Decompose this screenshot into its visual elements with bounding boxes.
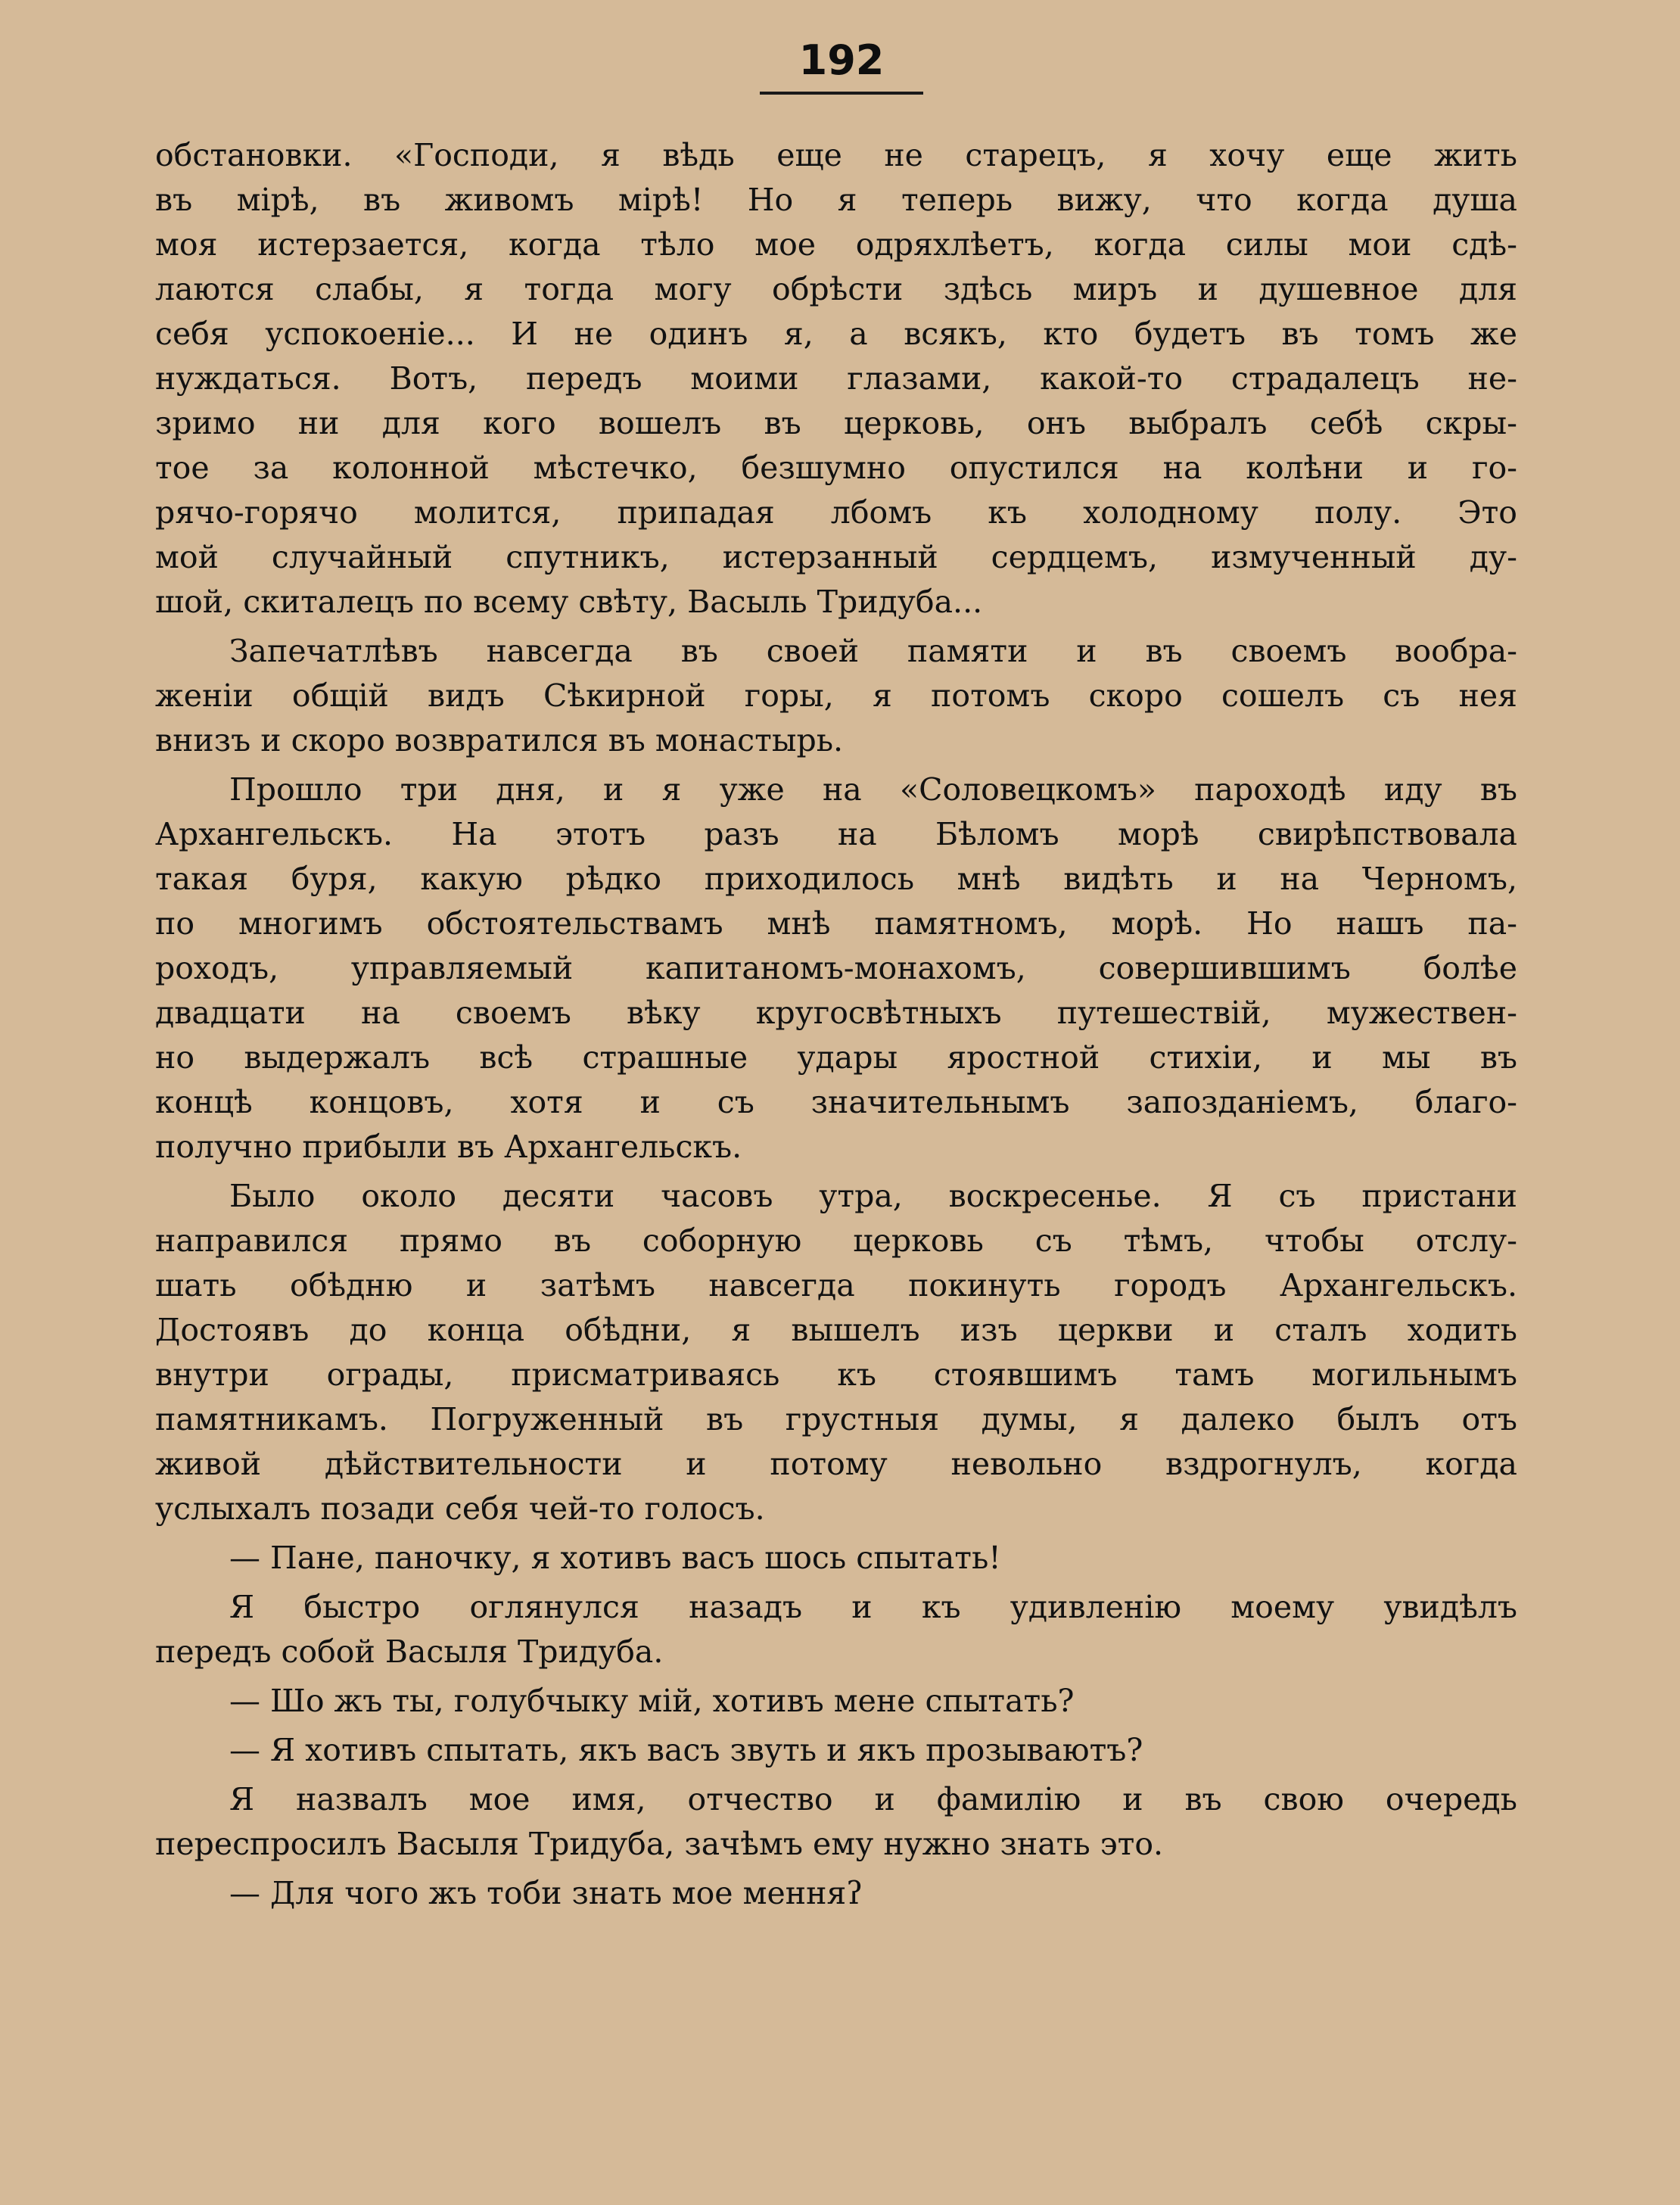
text-line: двадцати на своемъ вѣку кругосвѣтныхъ путешествій, мужествен- xyxy=(155,995,1517,1031)
paragraph xyxy=(155,629,1517,763)
text-line: — Пане, паночку, я хотивъ васъ шось спытать! xyxy=(229,1540,1001,1576)
text-line: по многимъ обстоятельствамъ мнѣ памятномъ, морѣ. Но нашъ па- xyxy=(155,905,1517,942)
paragraph xyxy=(155,1174,1517,1531)
dialogue-line xyxy=(155,1728,1517,1773)
text-line: Я быстро оглянулся назадъ и къ удивленію моему увидѣлъ xyxy=(229,1589,1517,1625)
paragraph xyxy=(155,1585,1517,1674)
page-number: 192 xyxy=(798,36,885,84)
text-line: такая буря, какую рѣдко приходилось мнѣ видѣть и на Черномъ, xyxy=(155,861,1517,897)
text-line: получно прибыли въ Архангельскъ. xyxy=(155,1129,742,1165)
text-line: переспросилъ Васыля Тридуба, зачѣмъ ему нужно знать это. xyxy=(155,1826,1164,1862)
text-line: шать обѣдню и затѣмъ навсегда покинуть городъ Архангельскъ. xyxy=(155,1267,1517,1303)
dialogue-line xyxy=(155,1679,1517,1724)
text-line: живой дѣйствительности и потому невольно вздрогнулъ, когда xyxy=(155,1446,1517,1482)
text-line: Запечатлѣвъ навсегда въ своей памяти и въ своемъ вообра- xyxy=(229,633,1517,669)
text-line: Я назвалъ мое имя, отчество и фамилію и въ свою очередь xyxy=(229,1781,1517,1817)
dialogue-line xyxy=(155,1871,1517,1916)
paragraph xyxy=(155,133,1517,624)
text-line: въ мірѣ, въ живомъ мірѣ! Но я теперь вижу, что когда душа xyxy=(155,182,1517,218)
text-line: памятникамъ. Погруженный въ грустныя думы, я далеко былъ отъ xyxy=(155,1401,1517,1437)
text-line: внутри ограды, присматриваясь къ стоявшимъ тамъ могильнымъ xyxy=(155,1356,1517,1393)
text-line: услыхалъ позади себя чей-то голосъ. xyxy=(155,1490,765,1527)
text-line: мой случайный спутникъ, истерзанный сердцемъ, измученный ду- xyxy=(155,539,1517,575)
text-line: рячо-горячо молится, припадая лбомъ къ холодному полу. Это xyxy=(155,494,1517,531)
text-line: — Я хотивъ спытать, якъ васъ звуть и якъ прозываютъ? xyxy=(229,1732,1143,1768)
text-line: — Шо жъ ты, голубчыку мій, хотивъ мене спытать? xyxy=(229,1683,1075,1719)
text-line: моя истерзается, когда тѣло мое одряхлѣетъ, когда силы мои сдѣ- xyxy=(155,226,1517,263)
page-text xyxy=(155,133,1517,1916)
text-line: зримо ни для кого вошелъ въ церковь, онъ выбралъ себѣ скры- xyxy=(155,405,1517,441)
text-line: себя успокоеніе... И не одинъ я, а всякъ, кто будетъ въ томъ же xyxy=(155,316,1517,352)
text-line: обстановки. «Господи, я вѣдь еще не старецъ, я хочу еще жить xyxy=(155,137,1517,173)
text-line: — Для чого жъ тоби знать мое менняʔ xyxy=(229,1875,863,1911)
paragraph xyxy=(155,1777,1517,1867)
text-line: концѣ концовъ, хотя и съ значительнымъ запозданіемъ, благо- xyxy=(155,1084,1517,1120)
text-line: шой, скиталецъ по всему свѣту, Васыль Тридуба... xyxy=(155,584,983,620)
paragraph xyxy=(155,768,1517,1169)
text-line: женіи общій видъ Сѣкирной горы, я потомъ скоро сошелъ съ нея xyxy=(155,677,1517,714)
text-line: Достоявъ до конца обѣдни, я вышелъ изъ церкви и сталъ ходить xyxy=(155,1312,1517,1348)
text-line: тое за колонной мѣстечко, безшумно опустился на колѣни и го- xyxy=(155,450,1517,486)
text-line: Архангельскъ. На этотъ разъ на Бѣломъ морѣ свирѣпствовала xyxy=(155,816,1517,852)
text-line: передъ собой Васыля Тридуба. xyxy=(155,1634,664,1670)
text-line: внизъ и скоро возвратился въ монастырь. xyxy=(155,722,844,758)
dialogue-line xyxy=(155,1536,1517,1581)
text-line: но выдержалъ всѣ страшные удары яростной стихіи, и мы въ xyxy=(155,1039,1517,1076)
text-line: Прошло три дня, и я уже на «Соловецкомъ» пароходѣ иду въ xyxy=(229,771,1517,808)
text-line: нуждаться. Вотъ, передъ моими глазами, какой-то страдалецъ не- xyxy=(155,360,1517,397)
text-line: роходъ, управляемый капитаномъ-монахомъ, совершившимъ болѣе xyxy=(155,950,1517,986)
text-line: лаются слабы, я тогда могу обрѣсти здѣсь миръ и душевное для xyxy=(155,271,1517,307)
text-line: Было около десяти часовъ утра, воскресенье. Я съ пристани xyxy=(229,1178,1517,1214)
text-line: направился прямо въ соборную церковь съ тѣмъ, чтобы отслу- xyxy=(155,1222,1517,1259)
page-number-underline xyxy=(760,92,923,95)
